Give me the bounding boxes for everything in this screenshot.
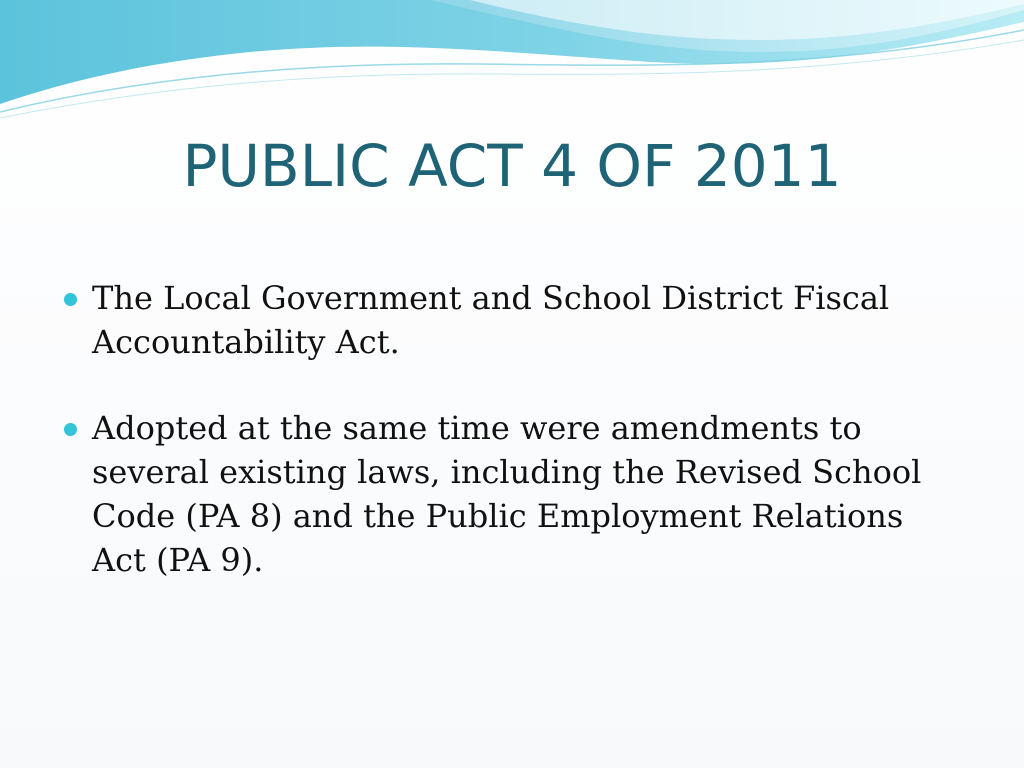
bullet-item — [62, 276, 962, 364]
bullet-list — [62, 276, 962, 624]
header-wave-decoration — [0, 0, 1024, 120]
bullet-text: The Local Government and School District Fiscal Accountability Act. — [92, 279, 890, 361]
bullet-item — [62, 406, 962, 582]
bullet-text: Adopted at the same time were amendments to several existing laws, including the Revised School Code (PA 8) and the Public Employment Relations Act (PA 9). — [92, 409, 922, 579]
slide-title: PUBLIC ACT 4 OF 2011 — [182, 132, 842, 200]
bullet-dot-icon — [64, 423, 77, 436]
bullet-dot-icon — [64, 293, 77, 306]
